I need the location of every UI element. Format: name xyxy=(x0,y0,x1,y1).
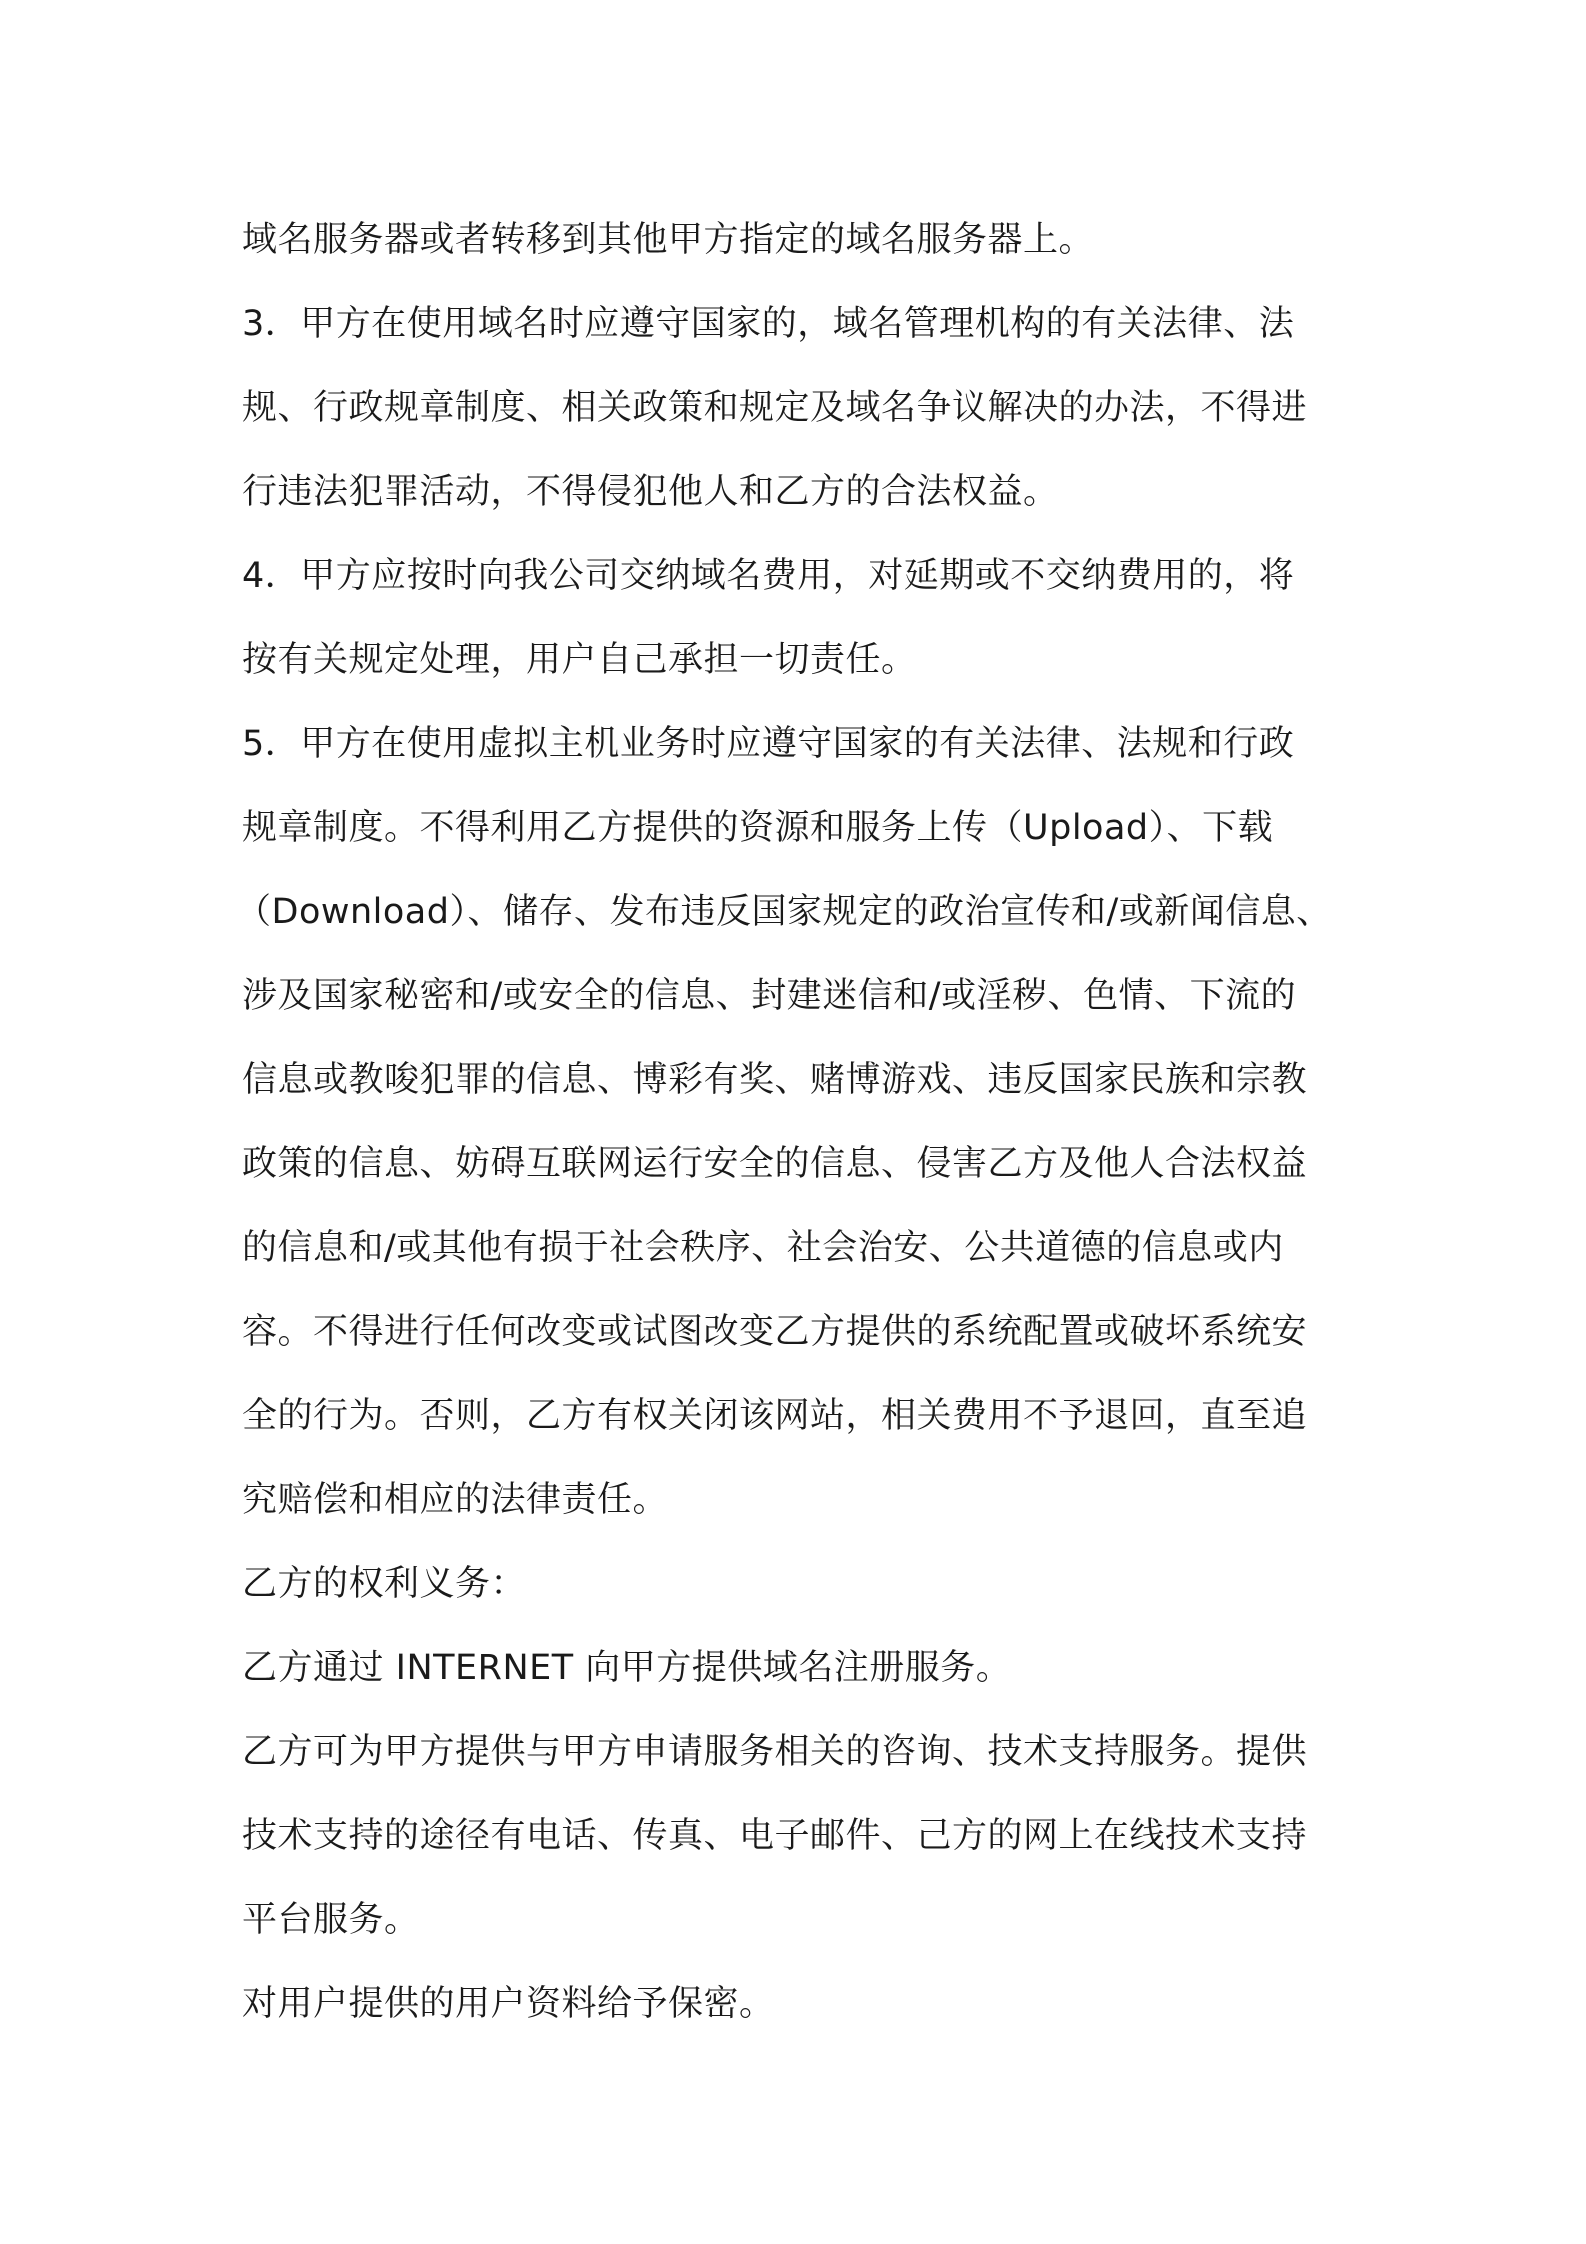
text-line: 对用户提供的用户资料给予保密。 xyxy=(242,1984,775,2024)
text-line: 3．甲方在使用域名时应遵守国家的，域名管理机构的有关法律、法 xyxy=(242,304,1295,344)
text-line: 按有关规定处理，用户自己承担一切责任。 xyxy=(242,640,917,680)
text-line: 政策的信息、妨碍互联网运行安全的信息、侵害乙方及他人合法权益 xyxy=(242,1144,1308,1184)
text-line: 规、行政规章制度、相关政策和规定及域名争议解决的办法，不得进 xyxy=(242,388,1308,428)
section-heading: 乙方的权利义务： xyxy=(242,1564,527,1604)
text-line: （Download）、储存、发布违反国家规定的政治宣传和/或新闻信息、 xyxy=(236,892,1332,932)
text-line: 全的行为。否则，乙方有权关闭该网站，相关费用不予退回，直至追 xyxy=(242,1396,1308,1436)
text-line: 5．甲方在使用虚拟主机业务时应遵守国家的有关法律、法规和行政 xyxy=(242,724,1295,764)
text-line: 乙方可为甲方提供与甲方申请服务相关的咨询、技术支持服务。提供 xyxy=(242,1732,1308,1772)
text-line: 技术支持的途径有电话、传真、电子邮件、己方的网上在线技术支持 xyxy=(242,1816,1308,1856)
text-line: 容。不得进行任何改变或试图改变乙方提供的系统配置或破坏系统安 xyxy=(242,1312,1308,1352)
text-line: 平台服务。 xyxy=(242,1900,420,1940)
text-line: 信息或教唆犯罪的信息、博彩有奖、赌博游戏、违反国家民族和宗教 xyxy=(242,1060,1308,1100)
text-line: 行违法犯罪活动，不得侵犯他人和乙方的合法权益。 xyxy=(242,472,1059,512)
document-body xyxy=(236,198,1352,2046)
text-line: 乙方通过 INTERNET 向甲方提供域名注册服务。 xyxy=(242,1648,1012,1688)
text-line: 规章制度。不得利用乙方提供的资源和服务上传（Upload）、下载 xyxy=(242,808,1274,848)
text-line: 涉及国家秘密和/或安全的信息、封建迷信和/或淫秽、色情、下流的 xyxy=(242,976,1297,1016)
text-line: 究赔偿和相应的法律责任。 xyxy=(242,1480,669,1520)
text-line: 4．甲方应按时向我公司交纳域名费用，对延期或不交纳费用的，将 xyxy=(242,556,1295,596)
text-line: 域名服务器或者转移到其他甲方指定的域名服务器上。 xyxy=(242,220,1095,260)
text-line: 的信息和/或其他有损于社会秩序、社会治安、公共道德的信息或内 xyxy=(242,1228,1284,1268)
